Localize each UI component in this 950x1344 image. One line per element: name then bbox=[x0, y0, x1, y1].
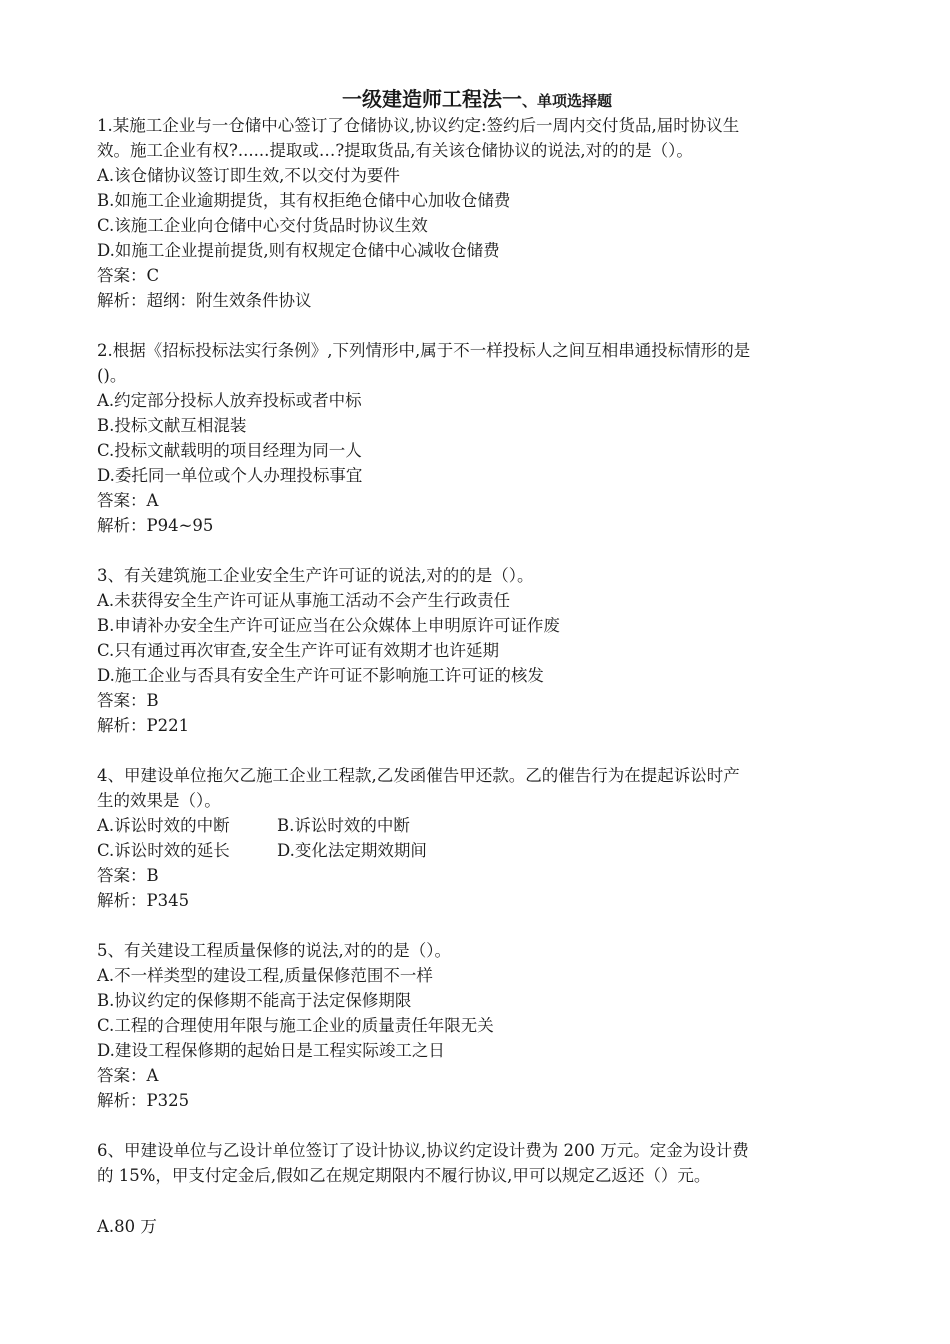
option-b: B.协议约定的保修期不能高于法定保修期限 bbox=[97, 991, 412, 1010]
question-stem: 2.根据《招标投标法实行条例》,下列情形中,属于不一样投标人之间互相串通投标情形的是 bbox=[97, 341, 751, 360]
spacer bbox=[97, 1113, 857, 1138]
analysis: 解析：P221 bbox=[97, 716, 190, 735]
question-4 bbox=[97, 763, 857, 913]
option-d: D.如施工企业提前提货,则有权规定仓储中心减收仓储费 bbox=[97, 241, 500, 260]
option-a: A.诉讼时效的中断 bbox=[97, 816, 230, 835]
spacer bbox=[97, 313, 857, 338]
question-6 bbox=[97, 1138, 857, 1239]
question-stem: ()。 bbox=[97, 366, 127, 385]
question-stem: 3、有关建筑施工企业安全生产许可证的说法,对的的是（）。 bbox=[97, 566, 534, 585]
analysis: 解析：P325 bbox=[97, 1091, 190, 1110]
question-2 bbox=[97, 338, 857, 538]
question-1 bbox=[97, 113, 857, 313]
title-main: 一级建造师工程法一 bbox=[341, 87, 522, 111]
spacer bbox=[97, 913, 857, 938]
option-d: D.施工企业与否具有安全生产许可证不影响施工许可证的核发 bbox=[97, 666, 544, 685]
answer: 答案：B bbox=[97, 691, 159, 710]
question-stem: 6、甲建设单位与乙设计单位签订了设计协议,协议约定设计费为 200 万元。定金为设计费 bbox=[97, 1141, 749, 1160]
question-stem: 4、甲建设单位拖欠乙施工企业工程款,乙发函催告甲还款。乙的催告行为在提起诉讼时产 bbox=[97, 766, 740, 785]
option-a: A.80 万 bbox=[97, 1217, 157, 1236]
option-a: A.该仓储协议签订即生效,不以交付为要件 bbox=[97, 166, 400, 185]
option-d: D.委托同一单位或个人办理投标事宜 bbox=[97, 466, 363, 485]
spacer bbox=[97, 538, 857, 563]
question-stem: 1.某施工企业与一仓储中心签订了仓储协议,协议约定:签约后一周内交付货品,届时协议生 bbox=[97, 116, 740, 135]
option-a: A.不一样类型的建设工程,质量保修范围不一样 bbox=[97, 966, 433, 985]
option-c: C.该施工企业向仓储中心交付货品时协议生效 bbox=[97, 216, 428, 235]
spacer bbox=[97, 738, 857, 763]
question-stem: 5、有关建设工程质量保修的说法,对的的是（）。 bbox=[97, 941, 451, 960]
option-row bbox=[97, 813, 857, 838]
option-b: B.如施工企业逾期提货，其有权拒绝仓储中心加收仓储费 bbox=[97, 191, 511, 210]
question-5 bbox=[97, 938, 857, 1113]
question-3 bbox=[97, 563, 857, 738]
option-d: D.变化法定期效期间 bbox=[277, 841, 427, 860]
answer: 答案：B bbox=[97, 866, 159, 885]
option-a: A.约定部分投标人放弃投标或者中标 bbox=[97, 391, 362, 410]
option-c: C.只有通过再次审查,安全生产许可证有效期才也许延期 bbox=[97, 641, 500, 660]
question-stem: 效。施工企业有权?......提取或…?提取货品,有关该仓储协议的说法,对的的是（）。 bbox=[97, 141, 693, 160]
option-c: C.工程的合理使用年限与施工企业的质量责任年限无关 bbox=[97, 1016, 494, 1035]
document-page bbox=[97, 86, 857, 1239]
answer: 答案：A bbox=[97, 491, 159, 510]
option-row bbox=[97, 838, 857, 863]
question-stem: 的 15%，甲支付定金后,假如乙在规定期限内不履行协议,甲可以规定乙返还（）元。 bbox=[97, 1166, 711, 1185]
answer: 答案：A bbox=[97, 1066, 159, 1085]
title-sub: 、单项选择题 bbox=[521, 92, 612, 110]
option-c: C.投标文献载明的项目经理为同一人 bbox=[97, 441, 362, 460]
option-c: C.诉讼时效的延长 bbox=[97, 841, 230, 860]
answer: 答案：C bbox=[97, 266, 160, 285]
option-a: A.未获得安全生产许可证从事施工活动不会产生行政责任 bbox=[97, 591, 511, 610]
option-b: B.诉讼时效的中断 bbox=[277, 816, 410, 835]
question-stem: 生的效果是（）。 bbox=[97, 791, 221, 810]
analysis: 解析：P345 bbox=[97, 891, 190, 910]
analysis: 解析：P94~95 bbox=[97, 516, 214, 535]
option-b: B.投标文献互相混装 bbox=[97, 416, 247, 435]
analysis: 解析：超纲：附生效条件协议 bbox=[97, 291, 312, 310]
spacer bbox=[97, 1188, 857, 1214]
page-title bbox=[97, 86, 857, 112]
option-d: D.建设工程保修期的起始日是工程实际竣工之日 bbox=[97, 1041, 445, 1060]
option-b: B.申请补办安全生产许可证应当在公众媒体上申明原许可证作废 bbox=[97, 616, 560, 635]
